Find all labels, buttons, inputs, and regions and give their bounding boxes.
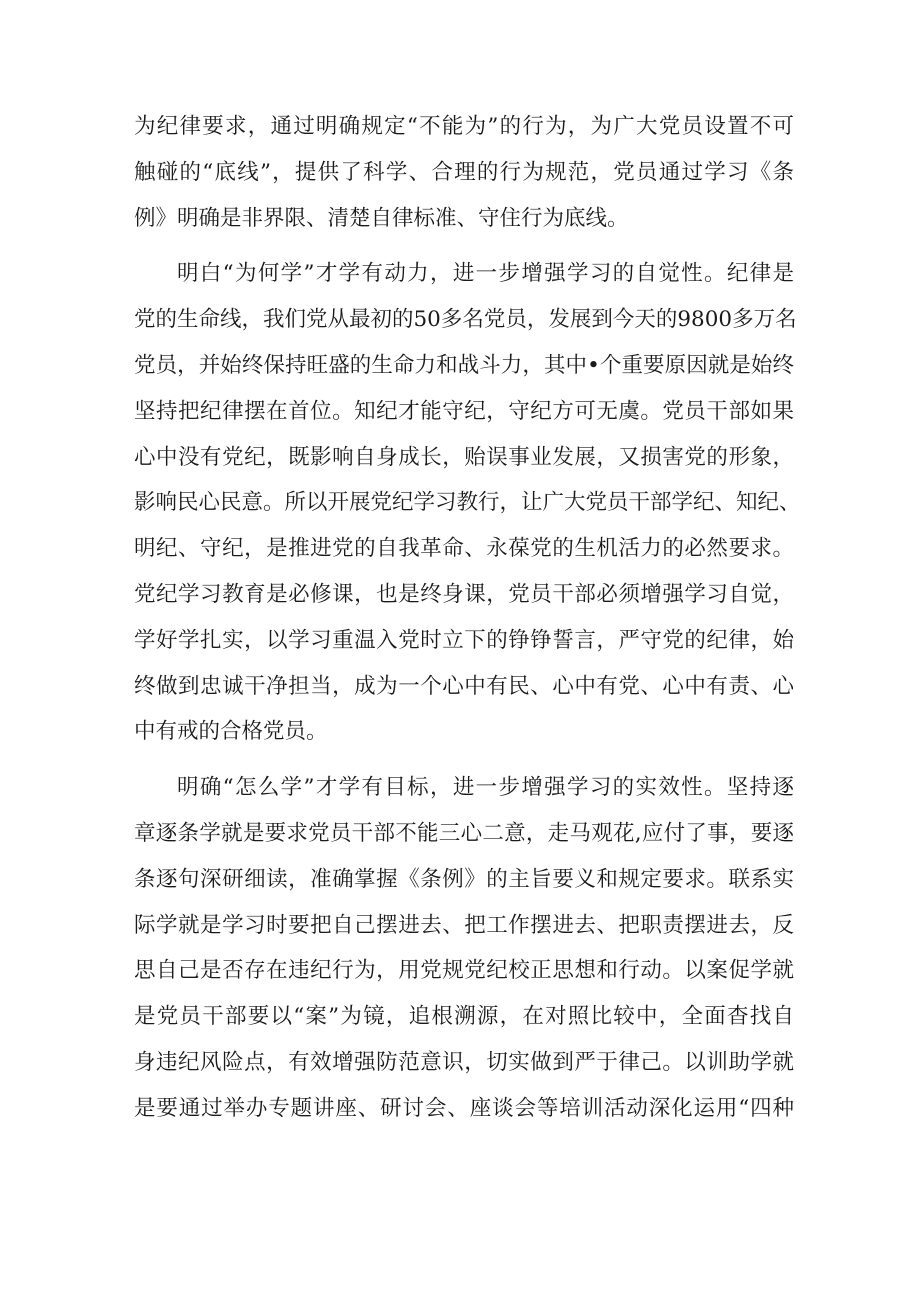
text-line: 明白“为何学”才学有动力，进一步增强学习的自觉性。纪律是 xyxy=(177,261,794,287)
text-line: 党员，并始终保持旺盛的生命力和战斗力，其中•个重要原因就是始终 xyxy=(134,352,794,378)
text-line: 党的生命线，我们党从最初的50多名党员，发展到今天的9800多万名 xyxy=(134,307,797,333)
text-line: 际学就是学习时要把自己摆进去、把工作摆进去、把职责摆进去，反 xyxy=(134,912,794,938)
text-line: 章逐条学就是要求党员干部不能三心二意，走马观花,应付了事，要逐 xyxy=(134,820,794,846)
text-line: 党纪学习教育是必修课，也是终身课，党员干部必须增强学习自觉， xyxy=(134,581,794,607)
text-line: 思自己是否存在违纪行为，用党规党纪校正思想和行动。以案促学就 xyxy=(134,958,794,984)
text-line: 中有戒的合格党员。 xyxy=(134,719,328,745)
paragraph-gap xyxy=(134,755,794,765)
text-line: 为纪律要求，通过明确规定“不能为”的行为，为广大党员设置不可 xyxy=(134,114,794,139)
text-line: 条逐句深研细读，准确掌握《条例》的主旨要义和规定要求。联系实 xyxy=(134,866,794,892)
text-line: 终做到忠诚干净担当，成为一个心中有民、心中有党、心中有责、心 xyxy=(134,673,794,699)
paragraph-3 xyxy=(134,765,794,1131)
text-line: 身违纪风险点，有效增强防范意识，切实做到严于律己。以训助学就 xyxy=(134,1049,794,1075)
text-line: 明纪、守纪，是推进党的自我革命、永葆党的生机活力的必然要求。 xyxy=(134,536,794,562)
text-line: 例》明确是非界限、清楚自律标准、守住行为底线。 xyxy=(134,205,629,231)
text-line: 触碰的“底线”，提供了科学、合理的行为规范，党员通过学习《条 xyxy=(134,159,794,185)
paragraph-gap xyxy=(134,241,794,251)
text-line: 明确“怎么学”才学有目标，进一步增强学习的实效性。坚持逐 xyxy=(177,775,794,801)
text-line: 坚持把纪律摆在首位。知纪才能守纪，守纪方可无虞。党员干部如果 xyxy=(134,398,794,424)
text-line: 是党员干部要以“案”为镜，追根溯源，在对照比较中，全面杳找自 xyxy=(134,1004,794,1030)
text-line: 是要通过举办专题讲座、研讨会、座谈会等培训活动深化运用“四种 xyxy=(134,1095,794,1121)
text-line: 心中没有党纪，既影响自身成长，贻误事业发展，又损害党的形象， xyxy=(134,444,794,470)
text-line: 学好学扎实，以学习重温入党时立下的铮铮誓言，严守党的纪律，始 xyxy=(134,627,794,653)
paragraph-1 xyxy=(134,104,794,241)
paragraph-2 xyxy=(134,251,801,755)
document-body xyxy=(134,104,801,1132)
text-line: 影响民心民意。所以开展党纪学习教行，让广大党员干部学纪、知纪、 xyxy=(134,490,801,516)
